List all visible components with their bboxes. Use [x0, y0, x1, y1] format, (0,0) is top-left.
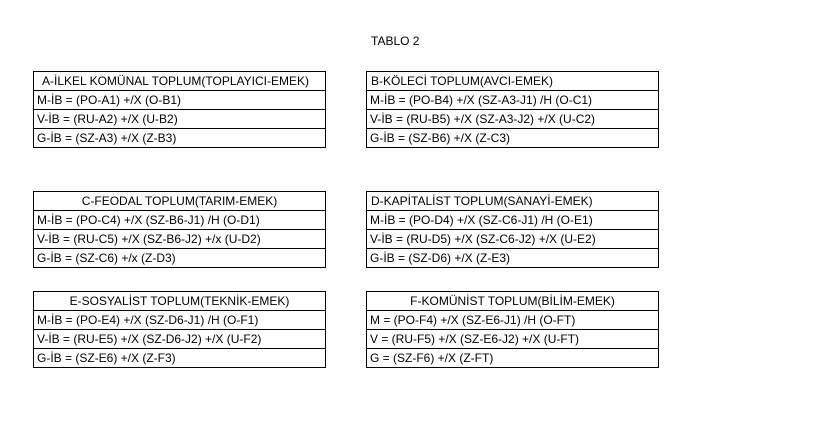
- table-row: [34, 129, 326, 148]
- table-d-capitalist-society: [366, 191, 659, 268]
- formula-cell: G-İB = (SZ-C6) +/x (Z-D3): [34, 249, 326, 268]
- formula-cell: V = (RU-F5) +/X (SZ-E6-J2) +/X (U-FT): [367, 330, 659, 349]
- formula-cell: G-İB = (SZ-A3) +/X (Z-B3): [34, 129, 326, 148]
- table-row: [367, 129, 659, 148]
- formula-cell: M-İB = (PO-A1) +/X (O-B1): [34, 91, 326, 110]
- page-title: TABLO 2: [371, 34, 420, 48]
- table-row: [367, 110, 659, 129]
- table-heading: A-İLKEL KOMÜNAL TOPLUM(TOPLAYICI-EMEK): [34, 72, 326, 91]
- formula-cell: G-İB = (SZ-B6) +/X (Z-C3): [367, 129, 659, 148]
- formula-cell: M-İB = (PO-E4) +/X (SZ-D6-J1) /H (O-F1): [34, 311, 326, 330]
- table-row: [34, 211, 326, 230]
- table-e-socialist-society: [33, 291, 326, 368]
- formula-cell: G = (SZ-F6) +/X (Z-FT): [367, 349, 659, 368]
- table-row: [367, 349, 659, 368]
- table-row: [367, 91, 659, 110]
- table-row: [367, 230, 659, 249]
- formula-cell: M = (PO-F4) +/X (SZ-E6-J1) /H (O-FT): [367, 311, 659, 330]
- table-heading: B-KÖLECİ TOPLUM(AVCI-EMEK): [367, 72, 659, 91]
- table-heading-row: [367, 72, 659, 91]
- table-row: [367, 249, 659, 268]
- table-row: [34, 311, 326, 330]
- table-heading-row: [34, 72, 326, 91]
- table-b-slave-society: [366, 71, 659, 148]
- table-heading-row: [367, 292, 659, 311]
- table-row: [34, 330, 326, 349]
- table-heading-row: [367, 192, 659, 211]
- formula-cell: V-İB = (RU-A2) +/X (U-B2): [34, 110, 326, 129]
- formula-cell: G-İB = (SZ-E6) +/X (Z-F3): [34, 349, 326, 368]
- table-heading: D-KAPİTALİST TOPLUM(SANAYİ-EMEK): [367, 192, 659, 211]
- formula-cell: M-İB = (PO-D4) +/X (SZ-C6-J1) /H (O-E1): [367, 211, 659, 230]
- table-row: [34, 349, 326, 368]
- table-row: [367, 330, 659, 349]
- table-row: [34, 110, 326, 129]
- table-heading: C-FEODAL TOPLUM(TARIM-EMEK): [34, 192, 326, 211]
- table-f-communist-society: [366, 291, 659, 368]
- table-heading: F-KOMÜNİST TOPLUM(BİLİM-EMEK): [367, 292, 659, 311]
- table-row: [34, 249, 326, 268]
- formula-cell: V-İB = (RU-D5) +/X (SZ-C6-J2) +/X (U-E2): [367, 230, 659, 249]
- formula-cell: V-İB = (RU-E5) +/X (SZ-D6-J2) +/X (U-F2): [34, 330, 326, 349]
- formula-cell: V-İB = (RU-C5) +/X (SZ-B6-J2) +/x (U-D2): [34, 230, 326, 249]
- table-row: [34, 230, 326, 249]
- table-c-feudal-society: [33, 191, 326, 268]
- table-row: [367, 311, 659, 330]
- formula-cell: M-İB = (PO-B4) +/X (SZ-A3-J1) /H (O-C1): [367, 91, 659, 110]
- table-a-primitive-communal: [33, 71, 326, 148]
- table-row: [34, 91, 326, 110]
- formula-cell: M-İB = (PO-C4) +/X (SZ-B6-J1) /H (O-D1): [34, 211, 326, 230]
- table-heading-row: [34, 192, 326, 211]
- formula-cell: G-İB = (SZ-D6) +/X (Z-E3): [367, 249, 659, 268]
- table-heading: E-SOSYALİST TOPLUM(TEKNİK-EMEK): [34, 292, 326, 311]
- table-heading-row: [34, 292, 326, 311]
- table-row: [367, 211, 659, 230]
- formula-cell: V-İB = (RU-B5) +/X (SZ-A3-J2) +/X (U-C2): [367, 110, 659, 129]
